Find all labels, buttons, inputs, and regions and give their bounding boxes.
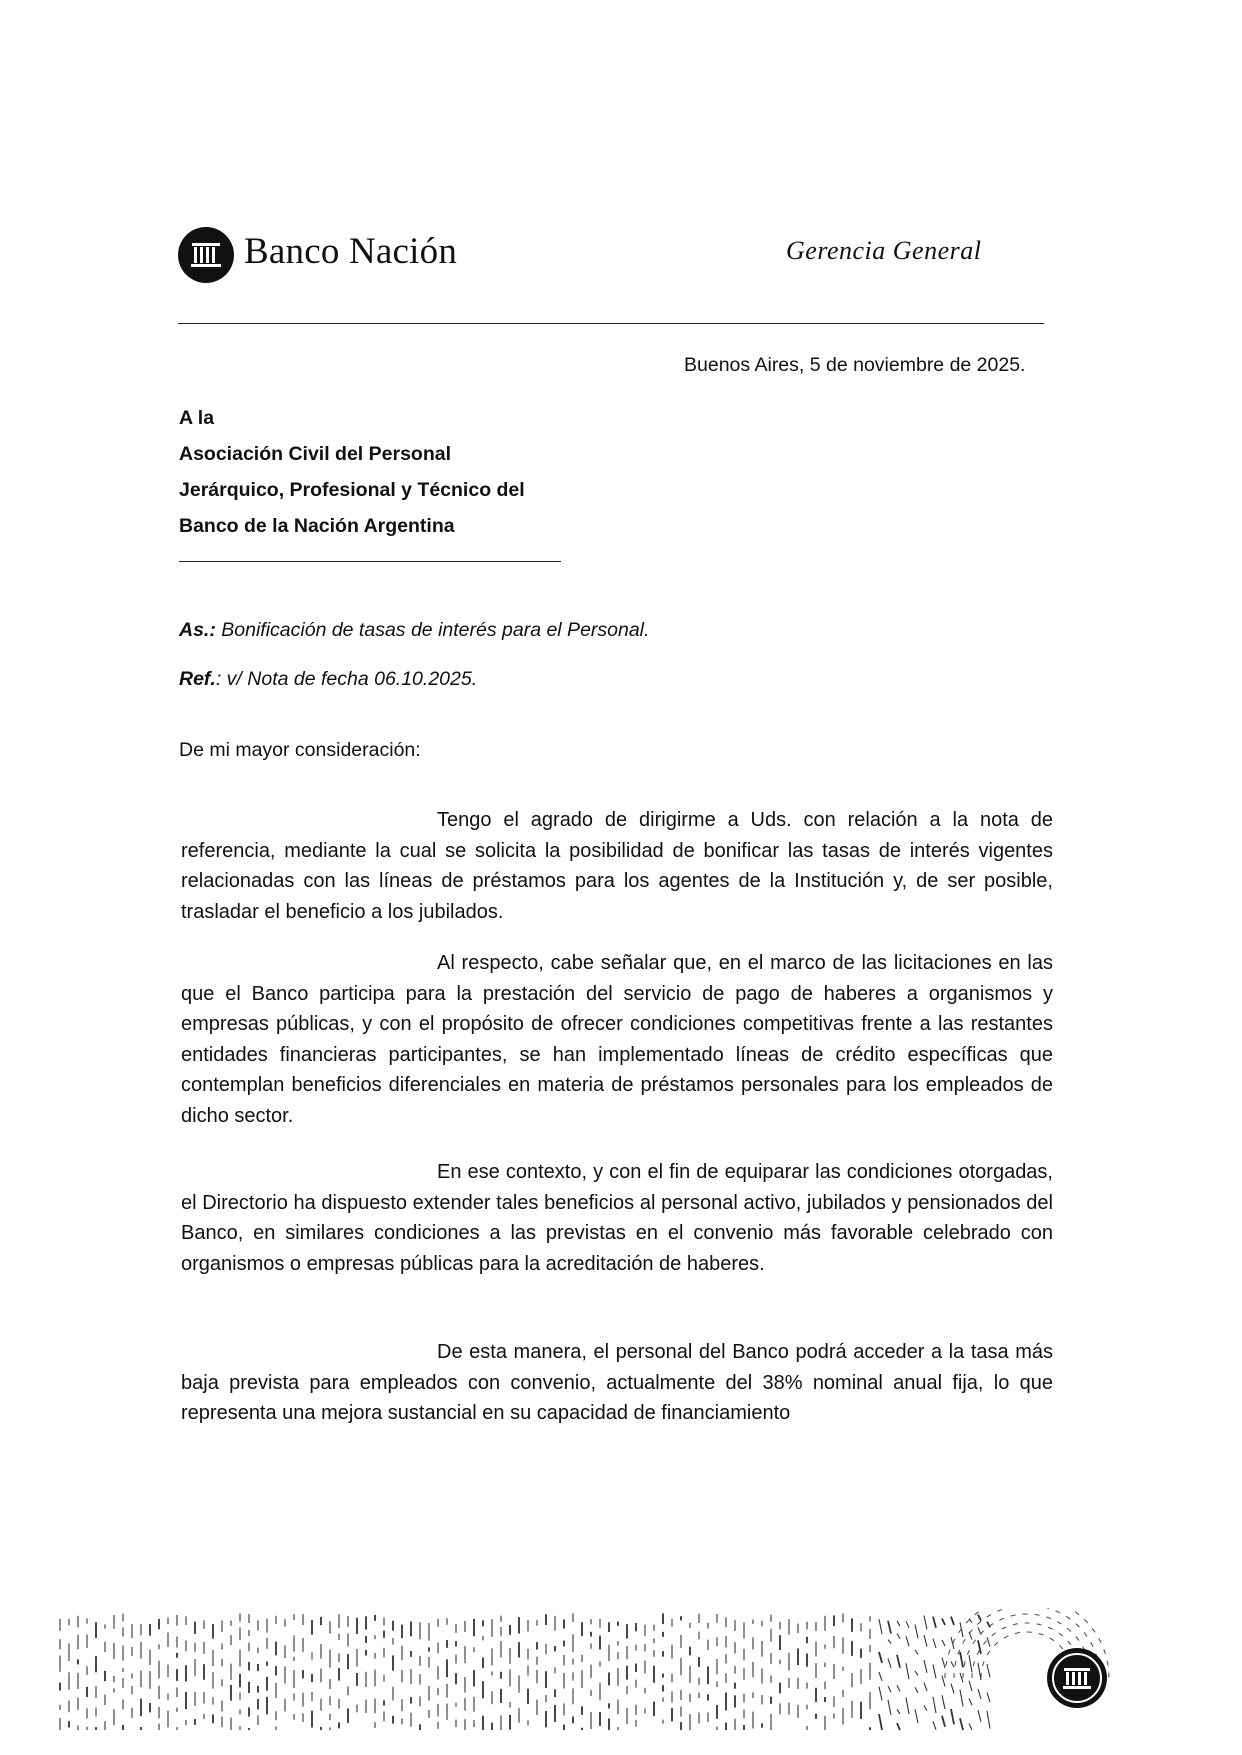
subject-label: As.: [179,619,216,641]
addressee-block [179,400,525,544]
salutation: De mi mayor consideración: [179,739,421,761]
addressee-line: Banco de la Nación Argentina [179,515,455,537]
reference-line [179,664,477,694]
body-paragraph: Tengo el agrado de dirigirme a Uds. con relación a la nota de referencia, mediante la cual se solicita la posibilidad de bonificar las tasas de interés vigentes relacionadas con las líneas de préstamos para los agentes de la Institución y, de ser posible, trasladar el beneficio a los jubilados. [181,809,1053,923]
body-paragraph: Al respecto, cabe señalar que, en el marco de las licitaciones en las que el Banco participa para la prestación del servicio de pago de haberes a organismos y empresas públicas, y con el propósito de ofrecer condiciones competitivas frente a las restantes entidades financieras participantes, se han implementado líneas de crédito específicas que contemplan beneficios diferenciales en materia de préstamos personales para los empleados de dicho sector. [181,952,1053,1127]
subject-text: Bonificación de tasas de interés para el Personal. [221,619,650,641]
addressee-line: A la [179,407,215,429]
body-paragraph: En ese contexto, y con el fin de equiparar las condiciones otorgadas, el Directorio ha dispuesto extender tales beneficios al personal activo, jubilados y pensionados del Banco, en similares condiciones a las previstas en el convenio más favorable celebrado con organismos o empresas públicas para la acreditación de haberes. [181,1161,1053,1275]
brand-name: Banco Nación [244,231,458,272]
security-pattern-icon [50,1608,1150,1733]
department-name: Gerencia General [786,236,982,265]
reference-label: Ref. [179,668,216,690]
bank-seal-icon [1047,1648,1107,1708]
addressee-underline [179,561,561,562]
body-paragraph: De esta manera, el personal del Banco podrá acceder a la tasa más baja prevista para empleados con convenio, actualmente del 38% nominal anual fija, lo que representa una mejora sustancial en su capacidad de financiamiento [181,1341,1053,1424]
bank-columns-icon [178,227,234,283]
subject-line [179,615,649,645]
date-line: Buenos Aires, 5 de noviembre de 2025. [684,354,1026,376]
reference-text: : v/ Nota de fecha 06.10.2025. [215,668,478,690]
addressee-line: Asociación Civil del Personal [179,443,452,465]
header-divider [178,323,1044,324]
addressee-line: Jerárquico, Profesional y Técnico del [179,479,525,501]
